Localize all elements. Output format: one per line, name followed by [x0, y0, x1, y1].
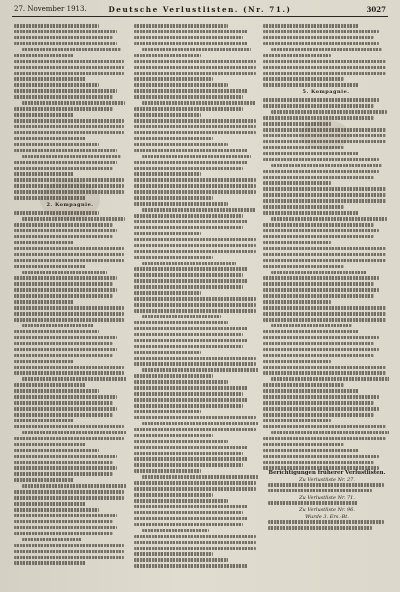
text-line [263, 265, 344, 269]
text-line [263, 461, 374, 465]
text-line [14, 113, 74, 117]
text-line [14, 223, 113, 227]
text-line [134, 161, 248, 165]
text-line [263, 187, 386, 191]
text-line [142, 422, 258, 426]
page-number: 3027 [366, 5, 386, 14]
text-line [271, 431, 389, 435]
text-line [14, 360, 74, 364]
text-line [263, 122, 331, 126]
text-line [14, 419, 74, 423]
text-line [142, 475, 258, 479]
text-line [14, 282, 113, 286]
text-line [271, 48, 382, 52]
text-line [14, 72, 124, 76]
text-line [263, 407, 379, 411]
text-line [134, 487, 256, 491]
text-line [134, 202, 228, 206]
text-line [134, 220, 248, 224]
text-line [134, 54, 201, 58]
text-line [134, 66, 256, 70]
text-line [134, 89, 248, 93]
text-line [22, 431, 126, 435]
text-line [134, 167, 243, 171]
text-line [142, 48, 251, 52]
text-line [14, 196, 86, 200]
text-line [134, 131, 256, 135]
text-line [14, 330, 99, 334]
text-line [14, 235, 113, 239]
text-line [263, 170, 379, 174]
text-line [14, 425, 124, 429]
text-line [14, 407, 117, 411]
text-line [14, 514, 117, 518]
text-line [134, 226, 243, 230]
text-line [14, 383, 86, 387]
text-line [263, 259, 386, 263]
text-line [134, 309, 256, 313]
text-line [14, 371, 124, 375]
text-line [134, 392, 243, 396]
text-line [263, 401, 374, 405]
text-line [134, 499, 228, 503]
text-line [14, 508, 99, 512]
text-line [142, 208, 256, 212]
text-line [271, 110, 387, 114]
text-line [142, 262, 236, 266]
text-line [14, 178, 124, 182]
text-line [263, 395, 379, 399]
text-line [263, 366, 386, 370]
text-line [134, 374, 213, 378]
text-line [134, 291, 201, 295]
text-line [14, 455, 117, 459]
notice-line: Wurde 3. Ers.-Bt. [305, 513, 349, 520]
text-line [22, 484, 126, 488]
text-line [134, 547, 256, 551]
text-line [263, 294, 374, 298]
text-line [22, 324, 94, 328]
notice-title: Berichtigungen früherer Verlustlisten. [268, 470, 386, 476]
text-line [263, 181, 331, 185]
text-line [14, 229, 117, 233]
text-line [134, 345, 243, 349]
text-line [22, 271, 107, 275]
text-line [14, 532, 113, 536]
text-line [263, 193, 386, 197]
text-line [263, 247, 386, 251]
text-line [134, 297, 256, 301]
text-line [134, 440, 228, 444]
text-line [14, 60, 124, 64]
text-line [14, 24, 99, 28]
text-line [14, 561, 86, 565]
text-line [134, 24, 228, 28]
text-line [142, 315, 221, 319]
text-line [263, 389, 359, 393]
text-line [134, 184, 256, 188]
text-line [263, 371, 386, 375]
text-line [263, 211, 359, 215]
text-line [134, 410, 201, 414]
text-line [134, 333, 243, 337]
text-line [134, 190, 256, 194]
text-line [263, 282, 374, 286]
text-line [263, 455, 379, 459]
text-line [14, 265, 86, 269]
text-line [134, 279, 248, 283]
text-line [263, 205, 344, 209]
text-line [263, 229, 379, 233]
text-line [263, 419, 331, 423]
text-line [263, 199, 386, 203]
text-line [271, 324, 352, 328]
notice-line: Zu Verlustliste Nr. 96. [299, 507, 355, 514]
text-line [14, 241, 74, 245]
text-line [263, 306, 386, 310]
text-line [14, 137, 86, 141]
text-line [14, 366, 124, 370]
text-line [134, 535, 256, 539]
text-line [263, 443, 344, 447]
text-line [134, 285, 243, 289]
text-line [263, 312, 386, 316]
text-line [263, 60, 386, 64]
text-line [14, 300, 74, 304]
text-line [14, 247, 124, 251]
text-line [14, 276, 117, 280]
text-line [134, 250, 256, 254]
text-line [263, 318, 386, 322]
text-line [134, 469, 201, 473]
text-line [14, 502, 86, 506]
text-line [14, 253, 124, 257]
text-line [14, 66, 124, 70]
text-line [14, 125, 124, 129]
text-line [134, 493, 213, 497]
text-line [134, 119, 256, 123]
text-line [14, 54, 74, 58]
text-line [268, 526, 372, 530]
text-line [134, 83, 228, 87]
text-line [134, 386, 248, 390]
text-line [14, 131, 124, 135]
text-line [263, 348, 379, 352]
text-line [142, 101, 256, 105]
text-line [14, 443, 86, 447]
text-line [134, 113, 201, 117]
text-line [14, 190, 124, 194]
text-line [134, 362, 256, 366]
text-line [271, 377, 389, 381]
text-line [134, 339, 248, 343]
text-line [263, 342, 374, 346]
text-line [134, 267, 248, 271]
notice-line: Zu Verlustliste Nr. 71. [299, 494, 355, 501]
text-line [271, 164, 382, 168]
text-line [134, 564, 248, 568]
text-line [14, 342, 113, 346]
text-line [268, 489, 372, 493]
text-line [263, 30, 379, 34]
text-line [263, 383, 344, 387]
text-line [263, 413, 374, 417]
text-line [134, 552, 213, 556]
text-line [22, 217, 125, 221]
text-line [263, 253, 386, 257]
text-line [134, 517, 248, 521]
text-line [134, 505, 248, 509]
text-line [14, 95, 113, 99]
text-line [142, 155, 251, 159]
text-line [134, 60, 256, 64]
text-line [263, 158, 379, 162]
text-line [14, 526, 117, 530]
section-heading: 2. Kompagnie. [46, 202, 94, 209]
text-line [263, 72, 386, 76]
text-line [14, 466, 117, 470]
text-line [22, 48, 121, 52]
text-line [263, 66, 386, 70]
text-line [14, 401, 113, 405]
text-line [263, 330, 359, 334]
text-line [263, 360, 331, 364]
text-line [134, 380, 228, 384]
text-line [263, 354, 374, 358]
text-line [134, 558, 228, 562]
text-line [268, 501, 358, 505]
text-line [263, 223, 374, 227]
text-line [134, 416, 256, 420]
text-line [134, 511, 243, 515]
text-line [134, 30, 248, 34]
text-line [14, 556, 124, 560]
text-line [14, 149, 117, 153]
text-line [22, 377, 126, 381]
text-line [263, 437, 386, 441]
text-line [134, 196, 213, 200]
text-line [142, 529, 209, 533]
text-line [134, 238, 256, 242]
text-line [14, 395, 117, 399]
text-line [134, 481, 256, 485]
text-line [271, 271, 367, 275]
text-line [263, 146, 344, 150]
text-line [134, 457, 248, 461]
text-line [263, 449, 359, 453]
text-line [134, 327, 248, 331]
text-line [134, 463, 243, 467]
text-line [134, 273, 243, 277]
text-line [134, 541, 256, 545]
text-line [14, 348, 117, 352]
text-line [134, 42, 248, 46]
text-line [134, 434, 213, 438]
text-line [14, 449, 99, 453]
text-line [268, 520, 384, 524]
text-line [134, 77, 213, 81]
text-line [134, 125, 256, 129]
text-line [263, 134, 386, 138]
text-line [263, 288, 379, 292]
text-line [134, 232, 201, 236]
text-line [134, 321, 228, 325]
text-line [14, 318, 124, 322]
text-line [263, 336, 379, 340]
text-line [14, 36, 113, 40]
text-line [134, 172, 201, 176]
text-line [22, 155, 121, 159]
text-line [14, 312, 124, 316]
text-line [263, 42, 379, 46]
text-line [14, 184, 124, 188]
text-line [14, 478, 74, 482]
text-line [134, 357, 256, 361]
text-line [268, 483, 384, 487]
text-line [134, 523, 243, 527]
text-line [14, 143, 99, 147]
text-line [263, 128, 386, 132]
text-line [14, 77, 86, 81]
text-line [134, 107, 243, 111]
text-line [134, 36, 243, 40]
text-line [263, 300, 331, 304]
text-line [271, 217, 387, 221]
text-line [263, 241, 331, 245]
text-line [14, 461, 113, 465]
text-line [14, 30, 117, 34]
corrections-notice [268, 470, 386, 532]
text-line [263, 24, 359, 28]
text-line [14, 211, 99, 215]
text-line [134, 398, 248, 402]
text-line [263, 116, 374, 120]
text-line [14, 472, 113, 476]
text-line [134, 178, 256, 182]
text-line [134, 404, 243, 408]
text-line [14, 306, 124, 310]
text-line [134, 428, 256, 432]
text-line [14, 294, 113, 298]
text-line [22, 538, 82, 542]
text-line [142, 368, 258, 372]
header-title: Deutsche Verlustlisten. (Nr. 71.) [108, 5, 292, 14]
text-line [14, 107, 113, 111]
text-line [14, 389, 99, 393]
text-line [14, 42, 117, 46]
section-heading: 5. Kompagnie. [302, 89, 350, 96]
text-line [14, 496, 124, 500]
text-line [134, 452, 243, 456]
text-line [263, 98, 379, 102]
text-line [14, 119, 124, 123]
text-line [134, 351, 201, 355]
text-line [14, 544, 124, 548]
text-line [134, 244, 256, 248]
text-line [263, 83, 359, 87]
text-line [263, 36, 374, 40]
text-line [134, 256, 213, 260]
text-line [263, 77, 344, 81]
text-line [263, 425, 386, 429]
text-line [14, 490, 124, 494]
text-line [14, 83, 99, 87]
text-line [134, 72, 256, 76]
header-date: 27. November 1913. [14, 5, 87, 13]
text-line [14, 167, 113, 171]
text-line [134, 95, 243, 99]
text-line [263, 235, 374, 239]
text-line [134, 303, 256, 307]
text-line [14, 336, 117, 340]
text-line [22, 101, 125, 105]
text-line [263, 276, 379, 280]
text-line [14, 172, 74, 176]
text-line [134, 137, 213, 141]
text-line [14, 354, 113, 358]
text-line [14, 437, 124, 441]
text-line [134, 149, 248, 153]
left-text-column [14, 24, 126, 580]
text-line [14, 550, 124, 554]
middle-text-column [134, 24, 258, 580]
text-line [14, 89, 117, 93]
text-line [263, 140, 386, 144]
text-line [134, 143, 228, 147]
text-line [263, 176, 374, 180]
text-line [14, 413, 113, 417]
text-line [134, 446, 248, 450]
text-line [14, 520, 113, 524]
text-line [263, 104, 374, 108]
header-rule [12, 16, 388, 17]
text-line [134, 214, 243, 218]
text-line [14, 259, 124, 263]
notice-subtitle: Zu Verlustliste Nr. 27. [299, 476, 355, 483]
text-line [14, 288, 117, 292]
text-line [14, 161, 117, 165]
text-line [263, 152, 359, 156]
text-line [263, 54, 331, 58]
